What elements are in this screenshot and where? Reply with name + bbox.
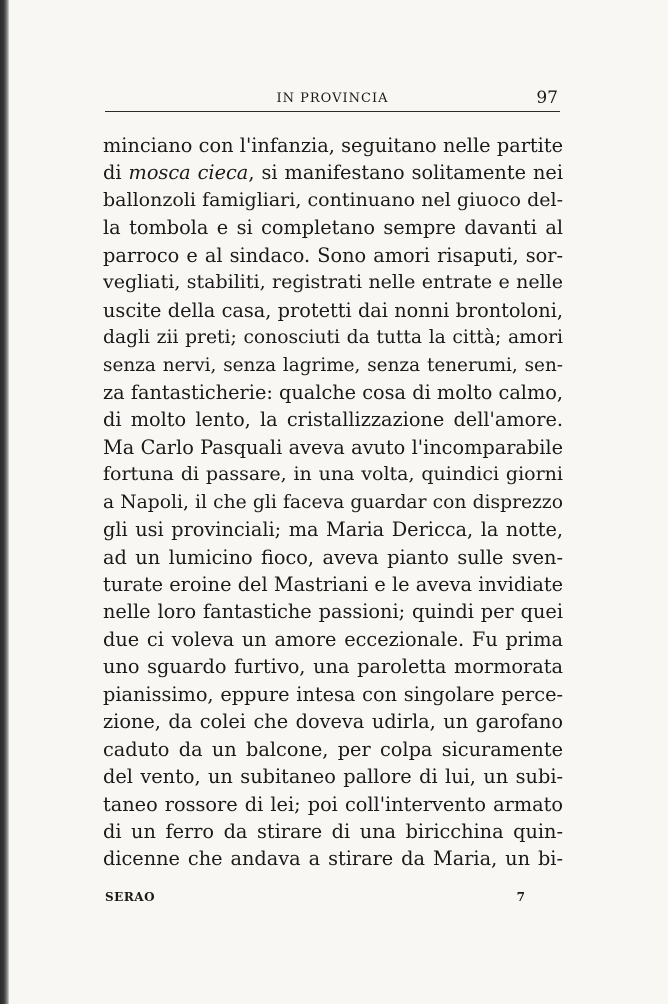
text-line-italic-phrase: [103, 159, 563, 186]
running-title: IN PROVINCIA: [276, 91, 389, 106]
header-rule: [105, 111, 560, 112]
text-line: parroco e al sindaco. Sono amori risaputi, sor-: [103, 243, 563, 267]
text-segment: di: [103, 161, 129, 185]
page-footer: [105, 890, 525, 910]
text-line: vegliati, stabiliti, registrati nelle entrate e nelle: [103, 271, 563, 294]
text-line: minciano con l'infanzia, seguitano nelle partite: [103, 134, 563, 157]
text-line: del vento, un subitaneo pallore di lui, un subi-: [103, 765, 563, 789]
text-line: dagli zii preti; conosciuti da tutta la città; amori: [103, 327, 563, 349]
text-line: la tombola e si completano sempre davanti al: [103, 216, 563, 240]
text-line: fortuna di passare, in una volta, quindici giorni: [103, 463, 563, 486]
text-line: gli usi provinciali; ma Maria Dericca, la notte,: [103, 518, 563, 542]
text-line: di molto lento, la cristallizzazione dell'amore.: [103, 408, 563, 432]
running-head: [105, 88, 560, 112]
text-line: dicenne che andava a stirare da Maria, un bi-: [103, 847, 563, 871]
text-line: uscite della casa, protetti dai nonni brontoloni,: [103, 298, 563, 322]
text-segment: , si manifestano solitamente nei: [248, 161, 563, 185]
text-line: Ma Carlo Pasquali aveva avuto l'incomparabile: [103, 435, 563, 459]
page-binding-edge: [0, 0, 9, 1004]
text-line: taneo rossore di lei; poi coll'intervento armato: [103, 792, 563, 816]
text-line: za fantasticherie: qualche cosa di molto calmo,: [103, 380, 563, 404]
page-number: 97: [536, 88, 558, 108]
footer-author: SERAO: [105, 890, 156, 904]
text-line: ad un lumicino fioco, aveva pianto sulle sven-: [103, 545, 563, 569]
text-line: ballonzoli famigliari, continuano nel giuoco del-: [103, 188, 563, 211]
text-line: zione, da colei che doveva udirla, un garofano: [103, 710, 563, 734]
text-line: di un ferro da stirare di una biricchina quin-: [103, 819, 563, 843]
body-text: [103, 132, 563, 873]
signature-mark: 7: [516, 890, 525, 904]
text-line: uno sguardo furtivo, una paroletta mormorata: [103, 655, 563, 679]
text-line: due ci voleva un amore eccezionale. Fu prima: [103, 627, 563, 651]
italic-title: mosca cieca: [128, 161, 249, 185]
text-line: pianissimo, eppure intesa con singolare perce-: [103, 682, 563, 706]
text-line: a Napoli, il che gli faceva guardar con disprezzo: [103, 491, 563, 513]
text-line: caduto da un balcone, per colpa sicuramente: [103, 737, 563, 761]
text-line: nelle loro fantastiche passioni; quindi per quei: [103, 600, 563, 624]
text-line: turate eroine del Mastriani e le aveva invidiate: [103, 573, 563, 596]
text-line: senza nervi, senza lagrime, senza tenerumi, sen-: [103, 354, 563, 376]
